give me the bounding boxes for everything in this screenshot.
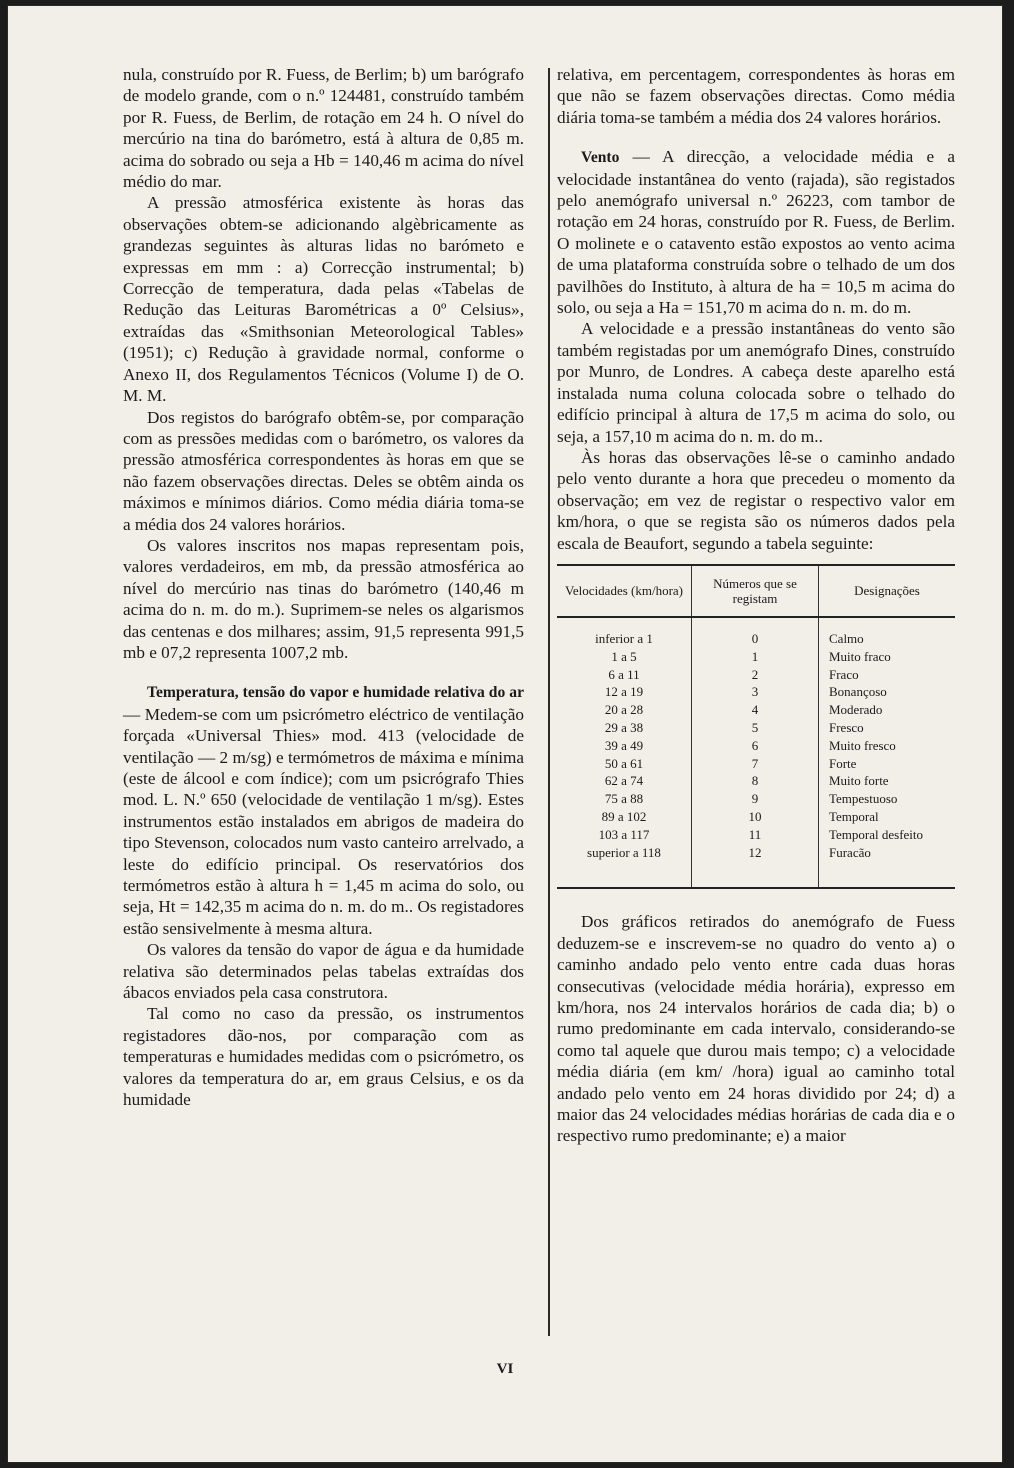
table-row (557, 648, 955, 666)
beaufort-number-cell: 8 (692, 772, 819, 790)
page-number: VI (496, 1361, 514, 1377)
velocity-cell: inferior a 1 (595, 630, 653, 646)
table-header-row (557, 565, 955, 617)
beaufort-number-cell: 10 (692, 808, 819, 826)
beaufort-number-cell: 11 (692, 826, 819, 844)
table-row (557, 617, 955, 648)
beaufort-number-cell: 1 (692, 648, 819, 666)
paragraph: Às horas das observações lê-se o caminho andado pelo vento durante a hora que precedeu o momento da observação; em vez de registar o respectivo valor em km/hora, o que se regista são os números dados pela escala de Beaufort, segundo a tabela seguinte: (557, 447, 955, 553)
designation-cell: Muito fraco (819, 648, 956, 666)
temperature-section-body: — Medem-se com um psicrómetro eléctrico de ventilação forçada «Universal Thies» mod. 413 (velocidade de ventilação — 2 m/sg) e termómetros de máxima e mínima (este de álcool e com índice); com um psicrógrafo Thies mod. L. N.º 650 (velocidade de ventilação 1 m/sg). Estes instrumentos estão instalados em abrigos de madeira do tipo Stevenson, colocados num vasto canteiro arrelvado, a leste do edifício principal. Os reservatórios dos termómetros estão à altura h = 1,45 m acima do solo, ou seja, Ht = 142,35 m acima do n. m. do m.. Os registadores estão sensivelmente à mesma altura. (123, 704, 524, 938)
beaufort-number-cell: 6 (692, 737, 819, 755)
beaufort-number-cell: 7 (692, 755, 819, 773)
paragraph: nula, construído por R. Fuess, de Berlim; b) um barógrafo de modelo grande, com o n.º 124481, construído também por R. Fuess, de Berlim, de rotação em 24 h. O nível do mercúrio na tina do barómetro, está à altura de 0,85 m. acima do sobrado ou seja a Hb = 140,46 m acima do nível médio do mar. (123, 65, 524, 192)
table-bottom-rule (557, 888, 955, 893)
wind-section-paragraph (557, 146, 955, 318)
wind-section-body: — A direcção, a velocidade média e a velocidade instantânea do vento (rajada), são registados pelo anemógrafo universal n.º 26223, com tambor de rotação em 24 horas, construído por R. Fuess, de Berlim. O molinete e o catavento estão expostos ao vento acima de uma plataforma construída sobre o telhado de um dos pavilhões do Instituto, à altura de ha = 10,5 m acima do solo, ou seja a Ha = 151,70 m acima do n. m. do m. (557, 147, 955, 318)
designation-cell: Fraco (819, 666, 956, 684)
paragraph: A pressão atmosférica existente às horas das observações obtem-se adicionando algèbricamente as grandezas seguintes às alturas lidas no barómeto e expressas em mm : a) Correcção instrumental; b) Correcção de temperatura, dada pelas «Tabelas de Redução das Leituras Barométricas a 0º Celsius», extraídas das «Smithsonian Meteorological Tables» (1951); c) Redução à gravidade normal, conforme o Anexo II, dos Regulamentos Técnicos (Volume I) de O. M. M. (123, 193, 524, 406)
table-row (557, 755, 955, 773)
paragraph: relativa, em percentagem, correspondentes às horas em que não se fazem observações directas. Como média diária toma-se também a média dos 24 valores horários. (557, 65, 955, 127)
beaufort-number-cell: 9 (692, 790, 819, 808)
velocity-cell: 50 a 61 (604, 755, 644, 771)
paragraph: Dos gráficos retirados do anemógrafo de Fuess deduzem-se e inscrevem-se no quadro do vento a) o caminho andado pelo vento entre cada duas horas consecutivas (velocidade média horária), expresso em km/hora, nos 24 intervalos horários de cada dia; b) o rumo predominante em cada intervalo, considerando-se como tal aquele que durou mais tempo; c) a velocidade média diária (em km/ /hora) igual ao caminho total andado pelo vento em 24 horas dividido por 24; d) a maior das 24 velocidades médias horárias de cada dia e o respectivo rumo predominante; e) a maior (557, 912, 955, 1146)
table-row (557, 719, 955, 737)
designation-cell: Calmo (819, 617, 956, 648)
beaufort-number-cell: 5 (692, 719, 819, 737)
table-row (557, 683, 955, 701)
right-column (557, 64, 955, 1147)
designation-cell: Bonançoso (819, 683, 956, 701)
document-page (8, 6, 1002, 1462)
temperature-section-paragraph (123, 681, 524, 939)
velocity-cell: 103 a 117 (598, 826, 650, 842)
temperature-section-heading: Temperatura, tensão do vapor e humidade relativa do ar (147, 684, 524, 702)
table-body (557, 617, 955, 888)
column-header-numbers: Números que se registam (692, 565, 819, 617)
paragraph: Tal como no caso da pressão, os instrumentos registadores dão-nos, por comparação com as temperaturas e humidades medidas com o psicrómetro, os valores da temperatura do ar, em graus Celsius, e os da humidade (123, 1004, 524, 1110)
beaufort-number-cell: 3 (692, 683, 819, 701)
beaufort-number-cell: 4 (692, 701, 819, 719)
velocity-cell: 62 a 74 (604, 773, 644, 789)
designation-cell: Fresco (819, 719, 956, 737)
table-row (557, 737, 955, 755)
velocity-cell: superior a 118 (587, 844, 661, 860)
velocity-cell: 6 a 11 (608, 666, 640, 682)
designation-cell: Forte (819, 755, 956, 773)
left-column (123, 64, 524, 1111)
paragraph: Os valores da tensão do vapor de água e da humidade relativa são determinados pelas tabelas extraídas dos ábacos enviados pela casa construtora. (123, 940, 524, 1003)
beaufort-table (557, 564, 955, 893)
designation-cell: Tempestuoso (819, 790, 956, 808)
table-row (557, 772, 955, 790)
column-divider (548, 68, 550, 1336)
wind-section-heading: Vento (581, 149, 620, 167)
designation-cell: Temporal (819, 808, 956, 826)
velocity-cell: 29 a 38 (604, 719, 644, 735)
table-row (557, 701, 955, 719)
velocity-cell: 89 a 102 (601, 808, 647, 824)
table-row (557, 826, 955, 844)
velocity-cell: 12 a 19 (604, 684, 644, 700)
column-header-designations: Designações (819, 565, 956, 617)
velocity-cell: 75 a 88 (604, 791, 644, 807)
designation-cell: Muito fresco (819, 737, 956, 755)
velocity-cell: 39 a 49 (604, 737, 644, 753)
velocity-cell: 1 a 5 (611, 648, 637, 664)
table-row (557, 844, 955, 889)
beaufort-number-cell: 12 (692, 844, 819, 889)
paragraph: Os valores inscritos nos mapas representam pois, valores verdadeiros, em mb, da pressão atmosférica ao nível do mercúrio nas tinas do barómetro (140,46 m acima do n. m. do m.). Suprimem-se neles os algarismos das centenas e dos milhares; assim, 91,5 representa 991,5 mb e 07,2 representa 1007,2 mb. (123, 535, 524, 662)
paragraph: A velocidade e a pressão instantâneas do vento são também registadas por um anemógrafo Dines, construído por Munro, de Londres. A cabeça deste aparelho está instalada numa coluna colocada sobre o telhado do edifício principal à altura de 17,5 m acima do solo, ou seja, a 157,10 m acima do n. m. do m.. (557, 319, 955, 446)
velocity-cell: 20 a 28 (604, 702, 644, 718)
beaufort-number-cell: 0 (692, 617, 819, 648)
paragraph: Dos registos do barógrafo obtêm-se, por comparação com as pressões medidas com o barómetro, os valores da pressão atmosférica correspondentes às horas em que se não fazem observações directas. Deles se obtêm ainda os máximos e mínimos diários. Como média diária toma-se a média dos 24 valores horários. (123, 407, 524, 534)
table-row (557, 790, 955, 808)
table-row (557, 808, 955, 826)
beaufort-number-cell: 2 (692, 666, 819, 684)
designation-cell: Furacão (819, 844, 956, 889)
designation-cell: Muito forte (819, 772, 956, 790)
designation-cell: Moderado (819, 701, 956, 719)
table-row (557, 666, 955, 684)
designation-cell: Temporal desfeito (819, 826, 956, 844)
column-header-velocities: Velocidades (km/hora) (564, 583, 684, 599)
